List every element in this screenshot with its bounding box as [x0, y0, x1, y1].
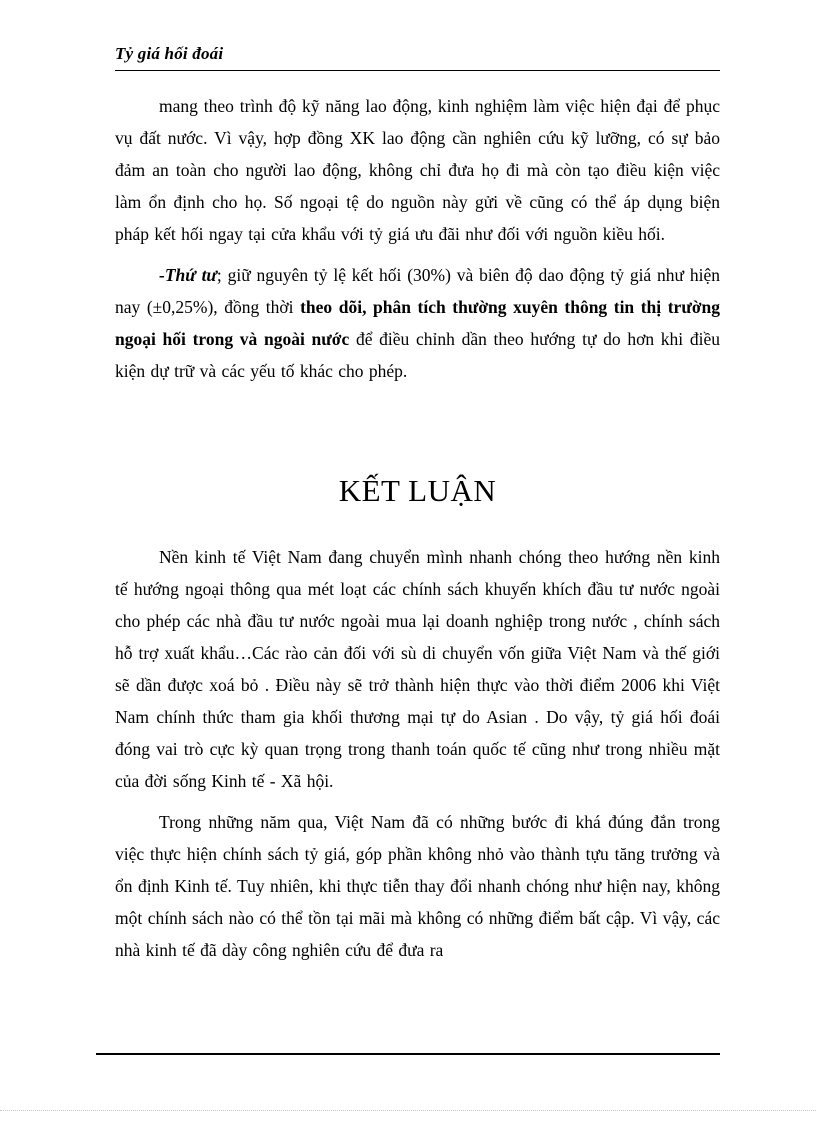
paragraph: [115, 90, 720, 250]
page-edge-dotted: [0, 1110, 816, 1111]
text-run: theo dõi, phân tích thường xuyên thông tin thị trường ngoại hối trong và ngoài nước: [115, 297, 720, 349]
paragraph: [115, 806, 720, 966]
section-heading: KẾT LUẬN: [338, 473, 497, 508]
text-run: để điều chỉnh dần theo hướng tự do hơn khi điều kiện dự trữ và các yếu tố khác cho phép.: [115, 329, 720, 381]
text-run: Trong những năm qua, Việt Nam đã có những bước đi khá đúng đắn trong việc thực hiện chính sách tỷ giá, góp phần không nhỏ vào thành tựu tăng trưởng và ổn định Kinh tế. Tuy nhiên, khi thực tiễn thay đổi nhanh chóng như hiện nay, không một chính sách nào có thể tồn tại mãi mà không có những điểm bất cập. Vì vậy, các nhà kinh tế đã dày công nghiên cứu để đưa ra: [115, 812, 720, 960]
header-title: Tỷ giá hối đoái: [115, 44, 224, 63]
text-run: ; giữ nguyên tỷ lệ kết hối (30%) và biên độ dao động tỷ giá như hiện nay (±0,25%), đồng thời: [115, 265, 720, 317]
page-header: [115, 44, 720, 71]
text-run: -Thứ tư: [159, 265, 217, 285]
text-run: Nền kinh tế Việt Nam đang chuyển mình nhanh chóng theo hướng nền kinh tế hướng ngoại thông qua mét loạt các chính sách khuyến khích đầu tư nước ngoài cho phép các nhà đầu tư nước ngoài mua lại doanh nghiệp trong nước , chính sách hỗ trợ xuất khẩu…Các rào cản đối với sù di chuyển vốn giữa Việt Nam và thế giới sẽ dần được xoá bỏ . Điều này sẽ trở thành hiện thực vào thời điểm 2006 khi Việt Nam chính thức tham gia khối thương mại tự do Asian . Do vậy, tỷ giá hối đoái đóng vai trò cực kỳ quan trọng trong thanh toán quốc tế cũng như trong nhiều mặt của đời sống Kinh tế - Xã hội.: [115, 547, 720, 791]
text-run: mang theo trình độ kỹ năng lao động, kinh nghiệm làm việc hiện đại để phục vụ đất nước. Vì vậy, hợp đồng XK lao động cần nghiên cứu kỹ lưỡng, có sự bảo đảm an toàn cho người lao động, không chỉ đưa họ đi mà còn tạo điều kiện việc làm ổn định cho họ. Số ngoại tệ do nguồn này gửi về cũng có thể áp dụng biện pháp kết hối ngay tại cửa khẩu với tỷ giá ưu đãi như đối với nguồn kiều hối.: [115, 96, 720, 244]
footer-rule: [96, 1053, 720, 1055]
paragraph: [115, 541, 720, 797]
paragraph: [115, 259, 720, 387]
document-body: [115, 90, 720, 975]
